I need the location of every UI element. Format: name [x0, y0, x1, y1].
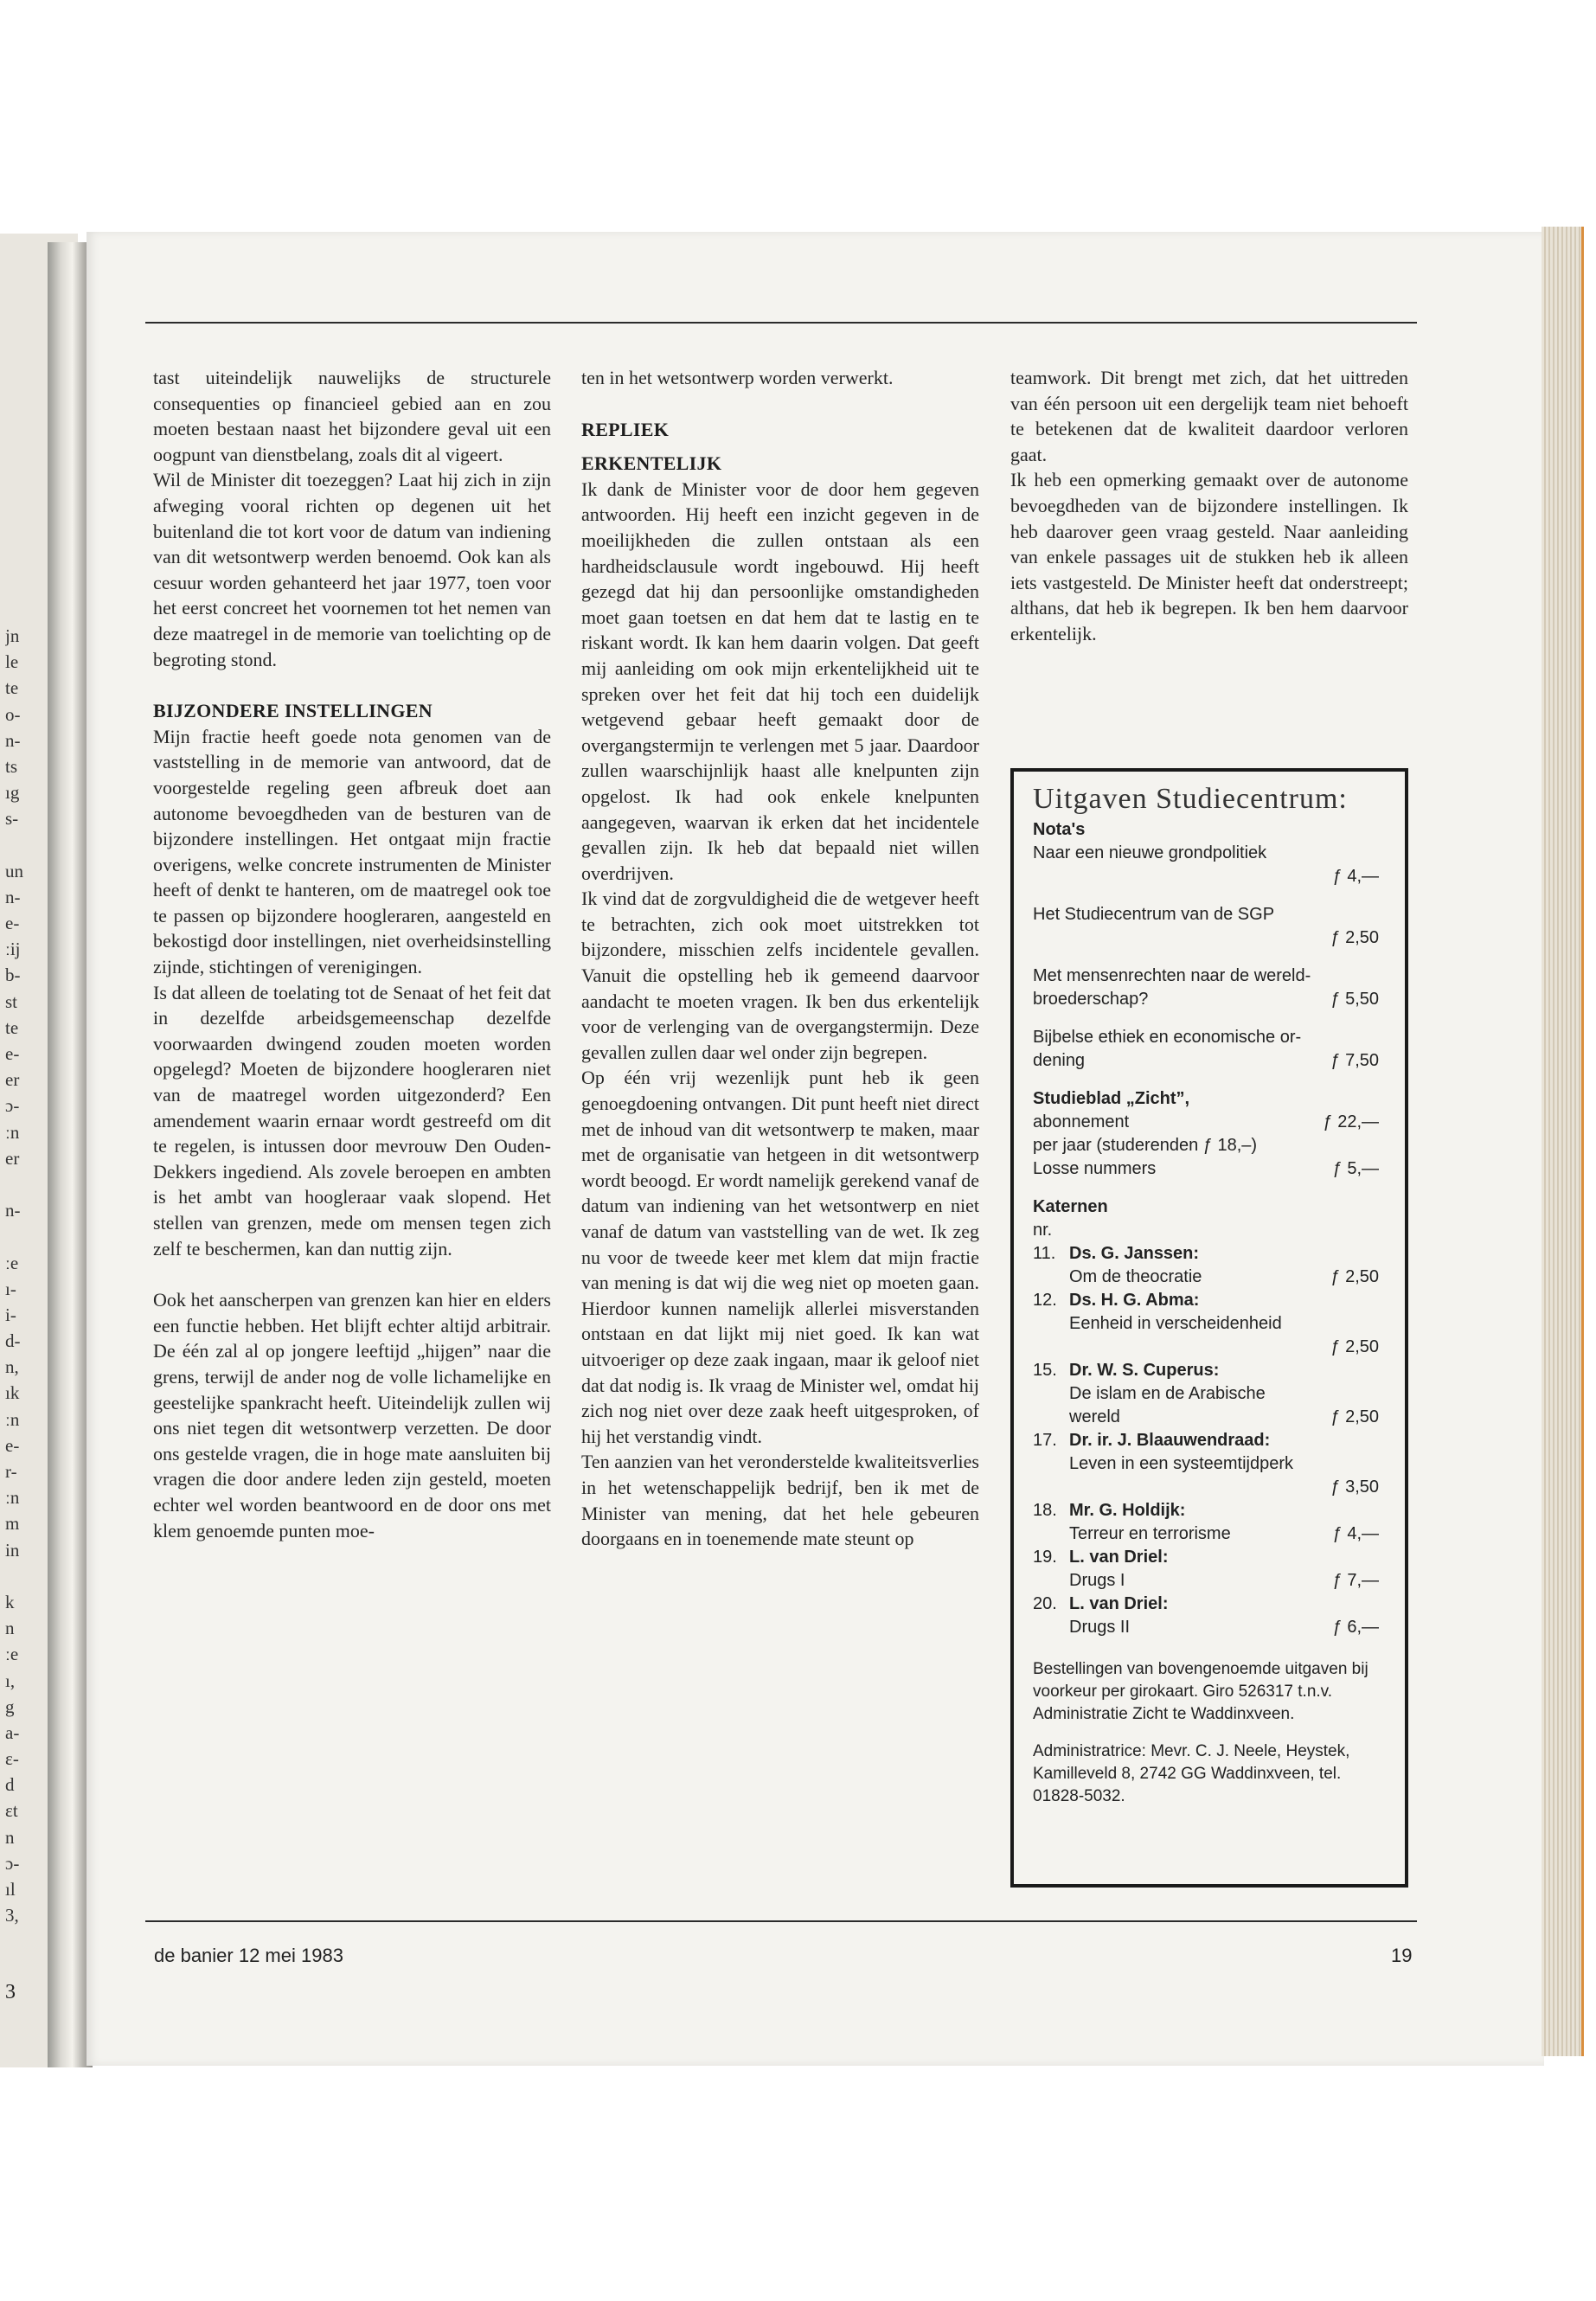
left-page-fragment [5, 1223, 40, 1249]
column-3 [1010, 365, 1408, 647]
left-page-fragment: ı- [5, 1278, 16, 1299]
left-page-fragment [5, 1171, 40, 1197]
left-page-fragment: d- [5, 1330, 21, 1352]
katern-item [1033, 1289, 1388, 1359]
katern-number: 20. [1033, 1594, 1057, 1613]
katern-price: ƒ 2,50 [1330, 1337, 1379, 1356]
studieblad-price: ƒ 22,— [1323, 1112, 1379, 1131]
katernen-heading: Katernen [1033, 1197, 1108, 1216]
left-page-fragment: er [5, 1147, 20, 1169]
left-page-fragment: ık [5, 1382, 20, 1404]
katern-title: Om de theocratie [1069, 1267, 1202, 1286]
paragraph: ten in het wetsontwerp worden verwerkt. [581, 367, 894, 388]
katern-number: 15. [1033, 1361, 1057, 1380]
katern-number: 18. [1033, 1501, 1057, 1520]
left-page-fragment: n, [5, 1356, 19, 1378]
paragraph: Ik dank de Minister voor de door hem gegeven antwoorden. Hij heeft een inzicht gegeven in de moeilijkheden die zullen ontstaan als een hardheidsclausule wordt ingebouwd. Hij heeft gezegd dat hij dan persoonlijke omstandigheden moet gaan toetsen en dat hem dat te lastig en te riskant wordt. Ik kan hem daarin volgen. Dat geeft mij aanleiding om ook mijn erkentelijkheid uit te spreken over het feit dat hij toch een duidelijk wetgevend gebaar heeft gemaakt door de overgangstermijn te verlengen met 5 jaar. Daardoor zullen waarschijnlijk haast alle knelpunten zijn opgelost. Ik had ook enkele knelpunten aangegeven, waarvan ik erken dat het incidentele gevallen zijn. Ik heb dat bepaald niet willen overdrijven. [581, 478, 979, 884]
left-page-fragment [5, 1563, 40, 1589]
paragraph: Ook het aanscherpen van grenzen kan hier en elders een functie hebben. Het blijft echter altijd arbitrair. De één zal al op jongere leeftijd „hijgen” naar die grens, terwijl de ander nog de volle lichamelijke en geestelijke spankracht heeft. Uiteindelijk zullen wij ons niet tegen dit wetsontwerp verzetten. De door ons gestelde vragen, die in hoge mate aansluiten bij vragen die door andere leden zijn gesteld, moeten echter wel worden beantwoord en de door ons met klem genoemde punten moe- [153, 1289, 551, 1541]
katern-title: Terreur en terrorisme [1069, 1524, 1231, 1543]
paragraph: Ik vind dat de zorgvuldigheid die de wetgever heeft te betrachten, zich ook moet uitstrekken tot bijzondere, misschien zelfs incidentele gevallen. Vanuit die opstelling heb ik gemeend daarvoor aandacht te moeten vragen. Ik ben dus erkentelijk voor de verlenging van de overgangstermijn. Deze gevallen zullen daar wel onder zijn begrepen. [581, 888, 979, 1063]
order-note: Bestellingen van bovengenoemde uitgaven bij voorkeur per girokaart. Giro 526317 t.n.v. Administratie Zicht te Waddinxveen. [1033, 1660, 1368, 1723]
left-page-fragment: a- [5, 1721, 20, 1743]
page-stack-edge [1542, 227, 1584, 2056]
left-page-fragments [5, 623, 40, 1928]
katern-item [1033, 1546, 1388, 1593]
left-page-fragment: e- [5, 1043, 20, 1064]
katern-author: Ds. H. G. Abma: [1069, 1291, 1200, 1310]
left-page-fragment: ıg [5, 782, 20, 804]
nota-price: ƒ 2,50 [1330, 928, 1379, 947]
studieblad-label: per jaar (studerenden ƒ 18,–) [1033, 1136, 1258, 1155]
left-page-fragment: ːe [5, 1644, 19, 1665]
paragraph: Mijn fractie heeft goede nota genomen van de vaststelling in de memorie van antwoord, dat de voorgestelde regeling geen afbreuk doet aan autonome bevoegdheden van de besturen van de bijzondere instellingen. Het ontgaat mijn fractie overigens, welke concrete instrumenten de Minister heeft of denkt te hanteren, om de maatregel ook toe te passen op bijzondere hoogleraren, aangesteld en bekostigd door instellingen, niet overheidsinstelling zijnde, stichtingen of verenigingen. [153, 725, 551, 978]
paragraph: Op één vrij wezenlijk punt heb ik geen genoegdoening ontvangen. Dit punt heeft niet direct met de inhoud van dit wetsontwerp te maken, maar met de organisatie van hetgeen in dit wetsontwerp wordt beoogd. Er wordt namelijk gerekend vanaf de datum van indiening van het wetsontwerp en niet vanaf de datum van vaststelling van de wet. Ik zeg nu voor de tweede keer met klem dat mijn fractie van mening is dat wij die weg niet op moeten gaan. Hierdoor kunnen namelijk allerlei misverstanden ontstaan en dat lijkt mij niet goed. Ik kan wat uitvoeriger op deze zaak ingaan, maar ik geloof niet dat dat nodig is. Ik vraag de Minister wel, omdat hij zich nog niet over deze zaak heeft uitgesproken, of hij het verstandig vindt. [581, 1067, 979, 1447]
katern-title: Eenheid in verscheidenheid [1069, 1314, 1282, 1333]
box-title: Uitgaven Studiecentrum: [1033, 783, 1348, 815]
katern-number: 17. [1033, 1431, 1057, 1450]
notas-heading: Nota's [1033, 820, 1086, 839]
katern-title: De islam en de Arabische [1069, 1384, 1266, 1403]
left-page-fragment: k [5, 1591, 15, 1612]
left-page-fragment: te [5, 677, 19, 699]
column-2 [581, 365, 979, 1552]
left-page-fragment: e- [5, 913, 20, 934]
left-page-fragment: un [5, 860, 23, 881]
left-page-fragment: d [5, 1774, 15, 1796]
footer-publication: de banier 12 mei 1983 [154, 1945, 343, 1966]
katern-title-cont: wereld [1069, 1407, 1120, 1426]
katern-price: ƒ 6,— [1332, 1618, 1379, 1637]
left-page-fragment: ːn [5, 1121, 20, 1143]
left-page-fragment: ɔ- [5, 1852, 20, 1874]
section-heading: BIJZONDERE INSTELLINGEN [153, 700, 433, 722]
top-rule [145, 322, 1417, 324]
katern-author: Ds. G. Janssen: [1069, 1244, 1200, 1263]
paragraph: Is dat alleen de toelating tot de Senaat of het feit dat in dezelfde arbeidsgemeenschap dezelfde voorwaarden dwingend zouden moeten worden opgelegd? Moeten de bijzondere hoogleraren niet van de maatregel worden uitgezonderd? Een amendement waarin ernaar wordt gestreefd om dit te regelen, is intussen door mevrouw Den Ouden-Dekkers ingediend. Als zovele beroepen en ambten is het ambt van hoogleraar vaak slopend. Het stellen van grenzen, mede om mensen tegen zich zelf te beschermen, kan dan nuttig zijn. [153, 981, 551, 1259]
left-page-fragment: ı, [5, 1670, 16, 1691]
katern-author: Dr. ir. J. Blaauwendraad: [1069, 1431, 1271, 1450]
katern-price: ƒ 2,50 [1330, 1407, 1379, 1426]
nota-title: Het Studiecentrum van de SGP [1033, 905, 1275, 924]
katern-number: 12. [1033, 1291, 1057, 1310]
katern-item [1033, 1359, 1388, 1429]
nota-price: ƒ 5,50 [1330, 990, 1379, 1009]
nota-title-cont: broederschap? [1033, 990, 1149, 1009]
nota-price: ƒ 7,50 [1330, 1051, 1379, 1070]
studieblad-label: abonnement [1033, 1112, 1130, 1131]
left-page-fragment: jn [5, 625, 20, 646]
left-page-fragment: o- [5, 703, 21, 725]
section-heading: ERKENTELIJK [581, 452, 722, 475]
bottom-rule [145, 1920, 1417, 1922]
left-page-fragment: ıl [5, 1879, 16, 1900]
left-page-fragment: m [5, 1513, 20, 1535]
admin-note: Administratrice: Mevr. C. J. Neele, Heystek, Kamilleveld 8, 2742 GG Waddinxveen, tel. 01828-5032. [1033, 1742, 1350, 1805]
studieblad-label: Losse nummers [1033, 1159, 1157, 1178]
left-page-fragment: ɔ- [5, 1095, 20, 1117]
left-page-fragment: r- [5, 1461, 17, 1482]
left-page-fragment: e- [5, 1434, 20, 1456]
katern-item [1033, 1242, 1388, 1289]
section-heading: REPLIEK [581, 418, 670, 440]
left-page-fragment: i- [5, 1304, 16, 1325]
left-page-fragment: ɛt [5, 1800, 18, 1822]
nota-title: Naar een nieuwe grondpolitiek [1033, 843, 1267, 862]
studieblad-heading: Studieblad „Zicht”, [1033, 1089, 1190, 1108]
katern-author: L. van Driel: [1069, 1594, 1169, 1613]
left-page-fragment: le [5, 651, 19, 673]
left-page-fragment: s- [5, 808, 19, 830]
paragraph: Ik heb een opmerking gemaakt over de autonome bevoegdheden van de bijzondere instellingen. Ik heb daarover geen vraag gesteld. Naar aanleiding van enkele passages uit de stukken heb ik alleen iets vastgesteld. De Minister heeft dat onderstreept; althans, dat heb ik begrepen. Ik ben hem daarvoor erkentelijk. [1010, 469, 1408, 644]
paragraph: Wil de Minister dit toezeggen? Laat hij zich in zijn afweging vooral richten op degenen uit het buitenland die tot kort voor de datum van indiening van dit wetsontwerp werden benoemd. Ook kan als cesuur worden gehanteerd het jaar 1977, toen voor het eerst concreet het voornemen tot het nemen van deze maatregel in de memorie van toelichting op de begroting stond. [153, 469, 551, 670]
nota-price: ƒ 4,— [1332, 867, 1379, 886]
left-page-fragment: g [5, 1695, 15, 1717]
studieblad-price: ƒ 5,— [1332, 1159, 1379, 1178]
katern-item [1033, 1499, 1388, 1546]
paragraph: teamwork. Dit brengt met zich, dat het uittreden van één persoon uit een dergelijk team niet behoeft te betekenen dat de kwaliteit daardoor verloren gaat. [1010, 367, 1408, 465]
left-page-fragment: ːn [5, 1487, 20, 1509]
katern-author: L. van Driel: [1069, 1548, 1169, 1567]
left-page-fragment: ːn [5, 1408, 20, 1430]
katern-price: ƒ 3,50 [1330, 1477, 1379, 1497]
katern-author: Dr. W. S. Cuperus: [1069, 1361, 1220, 1380]
left-page-fragment: n [5, 1618, 15, 1639]
left-page-fragment: st [5, 990, 18, 1012]
katern-price: ƒ 7,— [1332, 1571, 1379, 1590]
left-page-fragment: ɛ- [5, 1748, 19, 1770]
katern-number: 11. [1033, 1244, 1056, 1263]
katern-price: ƒ 2,50 [1330, 1267, 1379, 1286]
left-page-number: 3 [5, 1981, 16, 2003]
left-page-fragment: te [5, 1016, 19, 1038]
left-page-fragment: b- [5, 965, 21, 986]
nota-title-cont: dening [1033, 1051, 1086, 1070]
left-page-fragment [5, 832, 40, 858]
publications-box [1010, 768, 1408, 1888]
katernen-list [1033, 1242, 1388, 1639]
paragraph: Ten aanzien van het veronderstelde kwaliteitsverlies in het wetenschappelijk bedrijf, ben ik met de Minister van mening, dat het hele gebeuren doorgaans en in toenemende mate steunt op [581, 1451, 979, 1550]
katernen-nr-label: nr. [1033, 1221, 1053, 1240]
left-page-fragment: er [5, 1069, 20, 1091]
katern-number: 19. [1033, 1548, 1057, 1567]
left-page-fragment: n- [5, 886, 21, 907]
katern-title: Drugs II [1069, 1618, 1131, 1637]
left-page-fragment: in [5, 1539, 20, 1561]
column-1 [153, 365, 551, 1543]
katern-author: Mr. G. Holdijk: [1069, 1501, 1186, 1520]
left-page-fragment: ːe [5, 1252, 19, 1273]
nota-title: Met mensenrechten naar de wereld- [1033, 966, 1311, 985]
left-page-fragment: 3, [5, 1905, 19, 1926]
left-page-fragment: ts [5, 755, 18, 777]
katern-item [1033, 1593, 1388, 1639]
katern-item [1033, 1429, 1388, 1499]
katern-title: Leven in een systeemtijdperk [1069, 1454, 1294, 1473]
page-number: 19 [1391, 1945, 1413, 1966]
katern-price: ƒ 4,— [1332, 1524, 1379, 1543]
left-page-fragment: n [5, 1826, 15, 1848]
katern-title: Drugs I [1069, 1571, 1125, 1590]
left-page-fragment: n- [5, 729, 21, 751]
left-page-fragment: n- [5, 1200, 21, 1221]
paragraph: tast uiteindelijk nauwelijks de structurele consequenties op financieel gebied aan en zou moeten bestaan naast het bijzondere geval uit een oogpunt van dienstbelang, zoals dit al vigeert. [153, 367, 551, 465]
nota-title: Bijbelse ethiek en economische or- [1033, 1028, 1302, 1047]
left-page-fragment: ːij [5, 939, 21, 960]
